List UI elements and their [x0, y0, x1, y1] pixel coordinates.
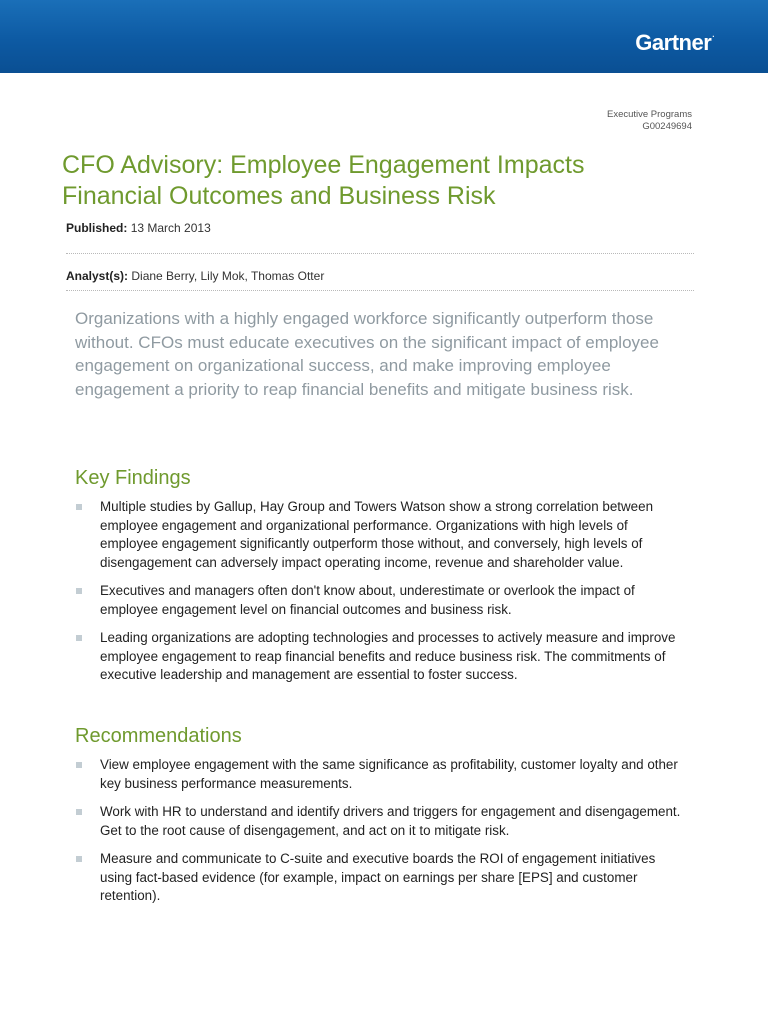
analysts-names: Diane Berry, Lily Mok, Thomas Otter	[131, 269, 325, 283]
list-item	[75, 803, 685, 840]
analysts-label: Analyst(s):	[66, 269, 129, 283]
title-line-2: Financial Outcomes and Business Risk	[62, 182, 496, 210]
list-item-text: View employee engagement with the same significance as profitability, customer loyalty and other key business performance measurements.	[100, 757, 678, 791]
list-item-text: Work with HR to understand and identify drivers and triggers for engagement and disengagement. Get to the root cause of disengagement, and act on it to mitigate risk.	[100, 804, 681, 838]
published-date: 13 March 2013	[130, 221, 211, 235]
logo-mark: .	[712, 30, 714, 39]
square-bullet-icon	[76, 504, 82, 510]
summary-text: Organizations with a highly engaged workforce significantly outperform those without. CFOs must educate executives on the significant impact of employee engagement on organizational success, and make improving employee engagement a priority to reap financial benefits and mitigate business risk.	[75, 309, 659, 399]
list-item-text: Leading organizations are adopting technologies and processes to actively measure and improve employee engagement to reap financial benefits and reduce business risk. The commitments of executive leadership and management are essential to foster success.	[100, 630, 676, 682]
divider	[66, 290, 694, 291]
analysts-line	[66, 269, 324, 283]
list-item	[75, 850, 685, 906]
published-label: Published:	[66, 221, 128, 235]
square-bullet-icon	[76, 856, 82, 862]
gartner-logo	[635, 30, 714, 56]
square-bullet-icon	[76, 762, 82, 768]
list-item	[75, 498, 685, 572]
header-banner	[0, 0, 768, 73]
document-meta	[607, 109, 692, 133]
recommendations-heading: Recommendations	[75, 725, 242, 747]
recommendations-list	[75, 756, 685, 916]
list-item-text: Executives and managers often don't know about, underestimate or overlook the impact of employee engagement level on financial outcomes and business risk.	[100, 583, 635, 617]
divider	[66, 253, 694, 254]
square-bullet-icon	[76, 809, 82, 815]
list-item-text: Measure and communicate to C-suite and executive boards the ROI of engagement initiatives using fact-based evidence (for example, impact on earnings per share [EPS] and customer retention).	[100, 851, 656, 903]
square-bullet-icon	[76, 635, 82, 641]
list-item	[75, 582, 685, 619]
published-line	[66, 221, 211, 235]
list-item	[75, 756, 685, 793]
key-findings-heading: Key Findings	[75, 467, 191, 489]
document-id: G00249694	[642, 121, 692, 132]
square-bullet-icon	[76, 588, 82, 594]
title-line-1: CFO Advisory: Employee Engagement Impacts	[62, 151, 585, 179]
document-title	[62, 150, 702, 212]
key-findings-list	[75, 498, 685, 695]
program-label: Executive Programs	[606, 109, 692, 120]
logo-text: Gartner	[635, 30, 712, 55]
list-item	[75, 629, 685, 685]
list-item-text: Multiple studies by Gallup, Hay Group and Towers Watson show a strong correlation between employee engagement and organizational performance. Organizations with high levels of employee engagement significantly outperform those without, and conversely, high levels of disengagement can adversely impact operating income, revenue and shareholder value.	[100, 499, 654, 570]
